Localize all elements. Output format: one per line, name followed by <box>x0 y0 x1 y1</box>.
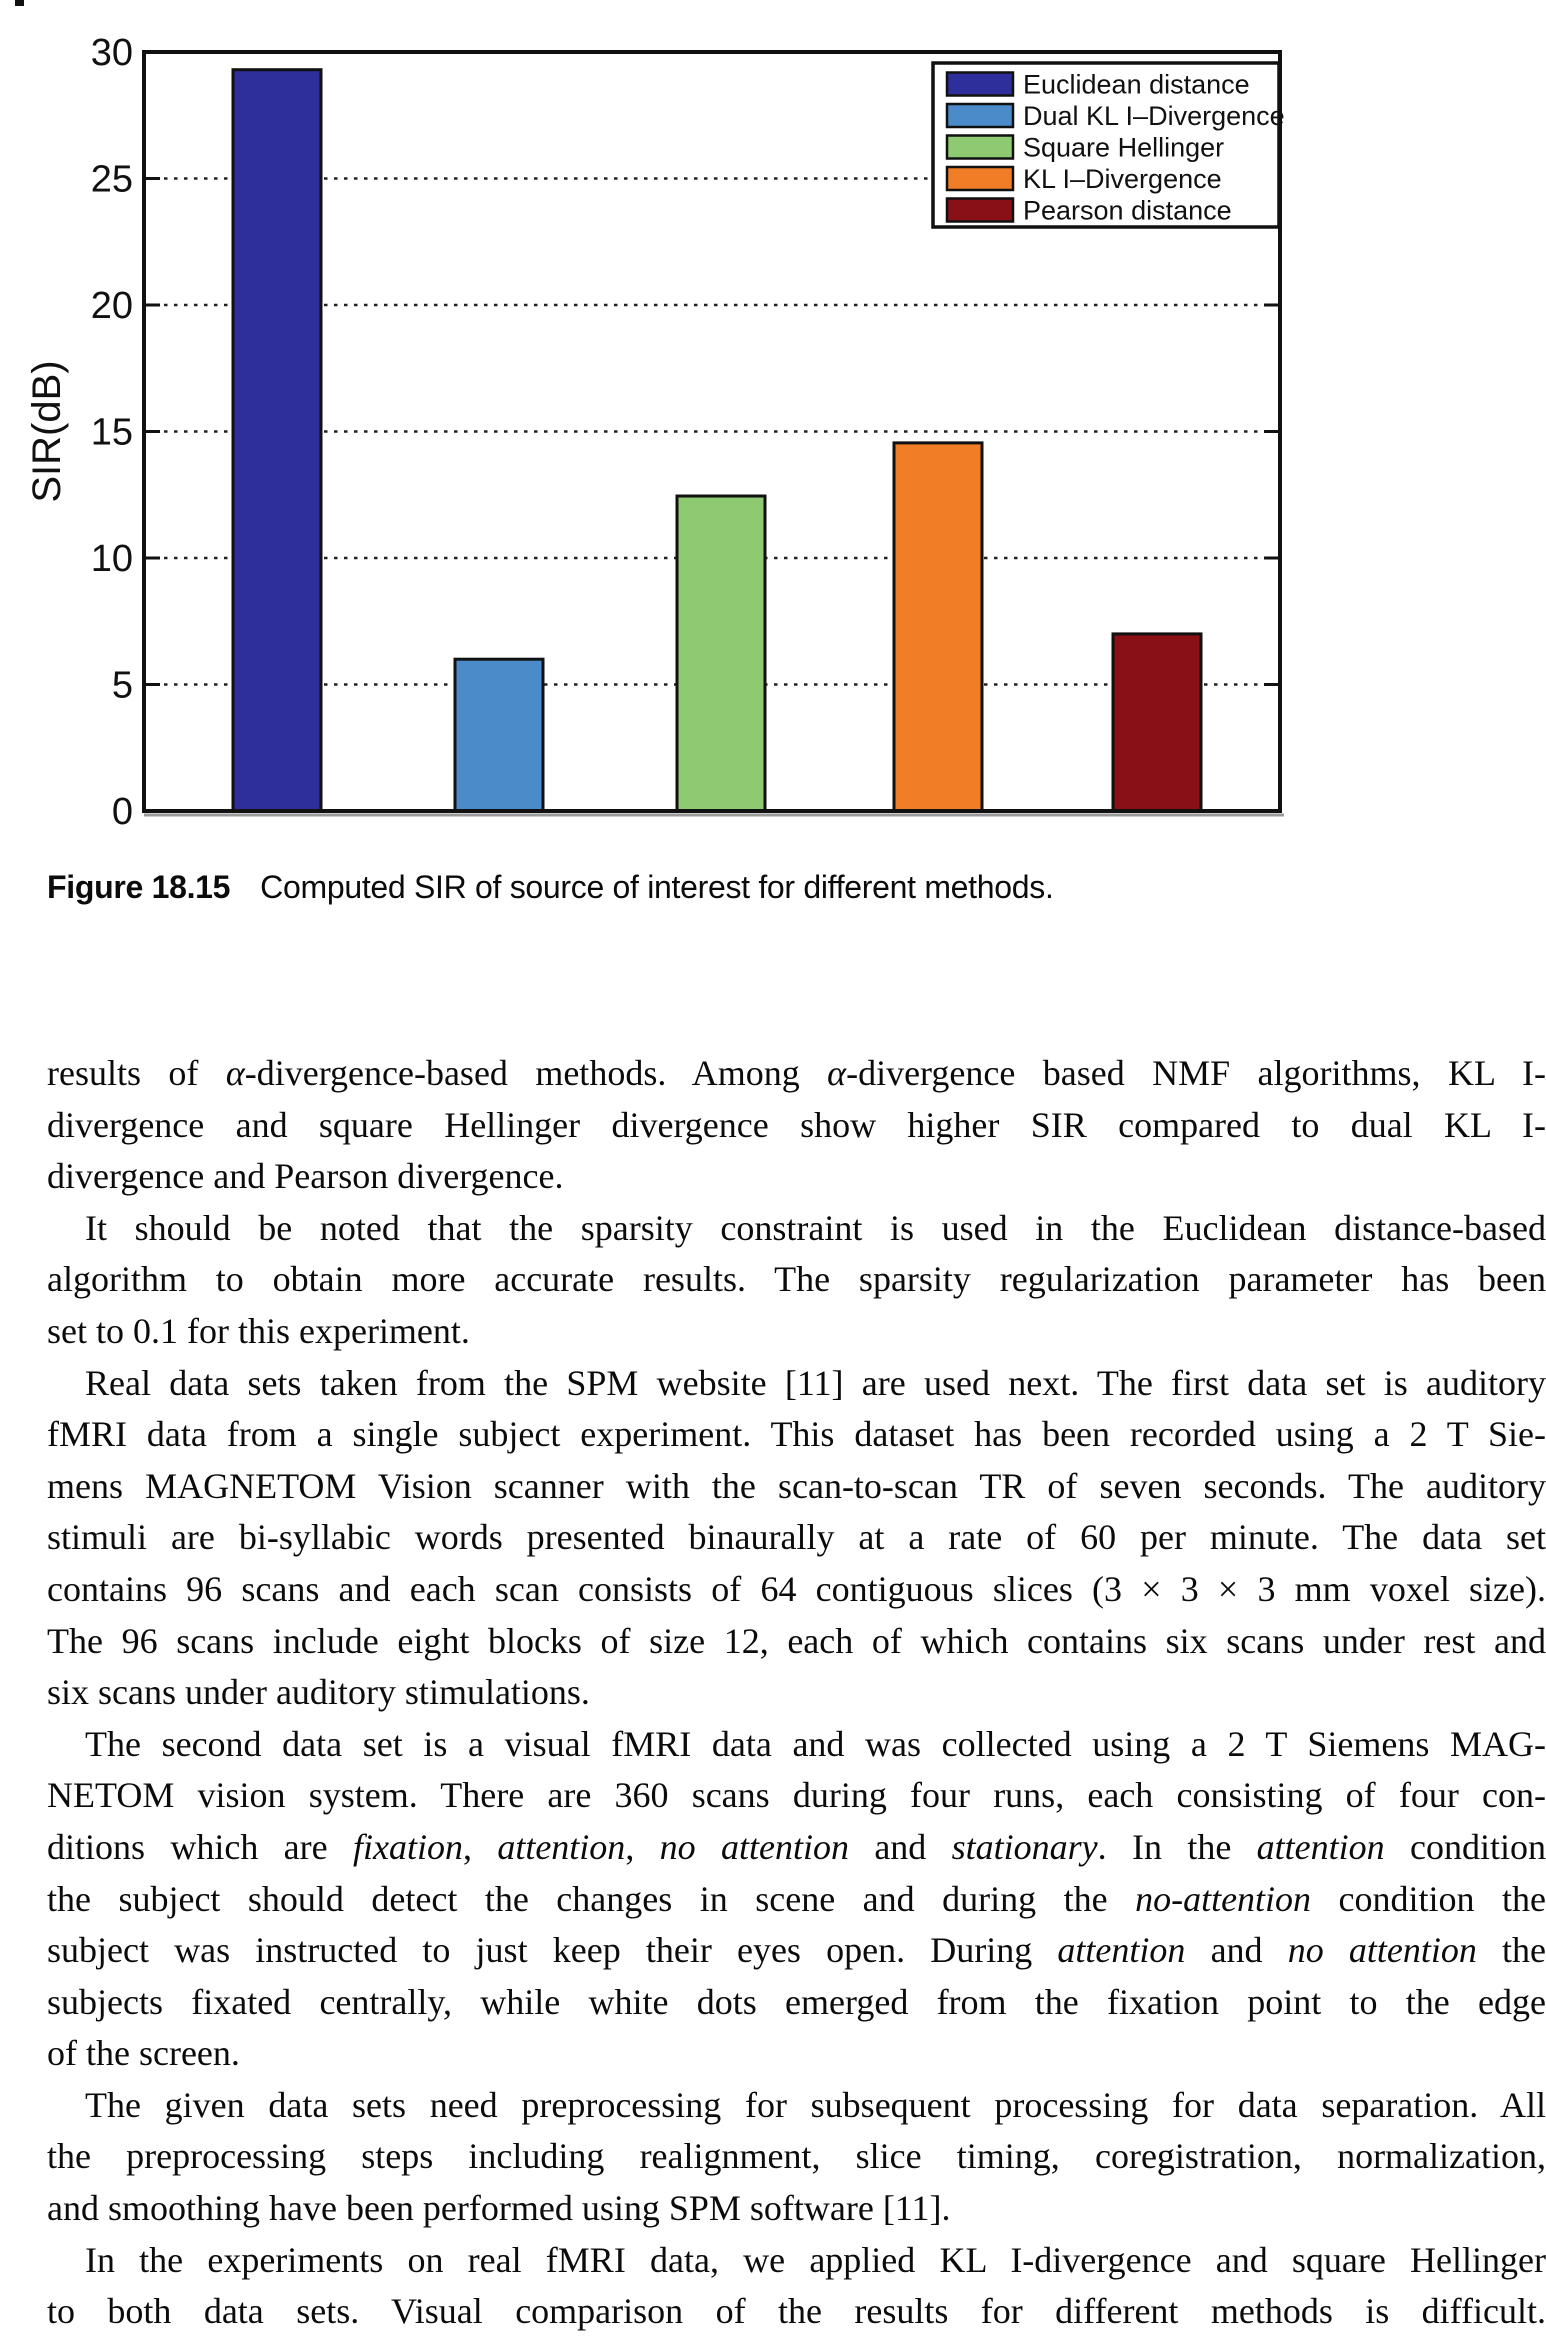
italic-text: attention <box>497 1826 626 1867</box>
body-line <box>47 1616 1546 1668</box>
legend-swatch-dual-kl-i-divergence <box>947 104 1013 127</box>
text-segment: and smoothing have been performed using SPM software [11]. <box>47 2188 951 2229</box>
text-segment: to both data sets. Visual comparison of the results for different methods is difficult. <box>47 2291 1546 2332</box>
body-line <box>47 1100 1546 1152</box>
text-segment: subjects fixated centrally, while white dots emerged from the fixation point to the edge <box>47 1981 1546 2022</box>
legend-item-kl-i-divergence <box>947 164 1222 194</box>
sir-bar-chart <box>0 0 1546 852</box>
axis-shadow <box>144 814 1284 817</box>
italic-text: α <box>225 1053 245 1093</box>
italic-text: no-attention <box>1135 1878 1312 1919</box>
sir-bar-chart-svg <box>0 0 1546 852</box>
text-segment: fMRI data from a single subject experiment. This dataset has been recorded using a 2 T Sie- <box>47 1414 1546 1455</box>
bar-square-hellinger <box>677 496 765 811</box>
legend-label-pearson-distance: Pearson distance <box>1023 195 1232 226</box>
body-line <box>47 1925 1546 1977</box>
legend-item-square-hellinger <box>947 133 1224 163</box>
y-tick-label-5: 5 <box>111 664 133 707</box>
italic-text: attention <box>1057 1930 1186 1971</box>
text-segment: condition the <box>1311 1878 1546 1919</box>
text-segment: and <box>848 1826 952 1867</box>
body-line <box>47 2131 1546 2183</box>
text-segment: of the screen. <box>47 2033 240 2074</box>
figure-caption-text: Computed SIR of source of interest for different methods. <box>260 869 1054 905</box>
body-line <box>47 2028 1546 2080</box>
body-line <box>47 1461 1546 1513</box>
legend-label-dual-kl-i-divergence: Dual KL I–Divergence <box>1023 101 1285 131</box>
body-line <box>47 1822 1546 1874</box>
text-segment: six scans under auditory stimulations. <box>47 1672 590 1713</box>
text-segment: It should be noted that the sparsity constraint is used in the Euclidean distance-based <box>85 1207 1546 1248</box>
body-line <box>47 1719 1546 1771</box>
text-segment: mens MAGNETOM Vision scanner with the scan-to-scan TR of seven seconds. The auditory <box>47 1465 1546 1506</box>
text-segment: . In the <box>1097 1826 1257 1867</box>
italic-text: α <box>827 1053 847 1093</box>
body-line <box>47 1667 1546 1719</box>
text-segment: , <box>462 1826 498 1867</box>
y-tick-label-30: 30 <box>90 32 133 74</box>
text-segment: algorithm to obtain more accurate results. The sparsity regularization parameter has been <box>47 1259 1546 1300</box>
body-line <box>47 1203 1546 1255</box>
bar-pearson-distance <box>1113 634 1201 811</box>
body-line <box>47 1151 1546 1203</box>
body-line <box>47 2080 1546 2132</box>
text-segment: divergence and square Hellinger divergence show higher SIR compared to dual KL I- <box>47 1104 1546 1145</box>
text-segment: set to 0.1 for this experiment. <box>47 1310 470 1351</box>
italic-text: no attention <box>1287 1930 1477 1971</box>
legend-item-pearson-distance <box>947 196 1232 226</box>
y-tick-label-15: 15 <box>90 411 133 454</box>
legend-label-euclidean-distance: Euclidean distance <box>1023 69 1250 100</box>
y-tick-label-20: 20 <box>90 285 133 327</box>
legend-swatch-kl-i-divergence <box>947 167 1013 190</box>
legend-swatch-square-hellinger <box>947 136 1013 159</box>
text-segment: ditions which are <box>47 1826 353 1867</box>
legend-item-euclidean-distance <box>947 70 1250 100</box>
text-segment: the subject should detect the changes in scene and during the <box>47 1878 1136 1919</box>
italic-text: fixation <box>352 1826 463 1867</box>
body-line <box>47 1048 1546 1100</box>
text-segment: The 96 scans include eight blocks of size 12, each of which contains six scans under rest and <box>47 1620 1546 1661</box>
body-line <box>47 2286 1546 2338</box>
bar-euclidean-distance <box>233 70 321 811</box>
text-segment: results of <box>47 1053 226 1093</box>
paragraph-4 <box>47 1719 1546 2080</box>
paragraph-2 <box>47 1203 1546 1358</box>
body-line <box>47 1874 1546 1926</box>
body-line <box>47 2183 1546 2235</box>
body-line <box>47 1409 1546 1461</box>
text-segment: NETOM vision system. There are 360 scans during four runs, each consisting of four con- <box>47 1775 1546 1816</box>
text-segment: stimuli are bi-syllabic words presented binaurally at a rate of 60 per minute. The data set <box>47 1517 1546 1558</box>
text-segment: the preprocessing steps including realignment, slice timing, coregistration, normalization, <box>47 2136 1546 2177</box>
italic-text: no attention <box>659 1826 849 1867</box>
text-segment: divergence and Pearson divergence. <box>47 1156 564 1197</box>
y-tick-label-0: 0 <box>111 791 133 833</box>
body-line <box>47 1254 1546 1306</box>
bar-kl-i-divergence <box>894 443 982 811</box>
text-segment: In the experiments on real fMRI data, we applied KL I-divergence and square Hellinger <box>85 2239 1546 2280</box>
bar-dual-kl-i-divergence <box>455 659 543 811</box>
body-line <box>47 1770 1546 1822</box>
text-segment: the <box>1476 1930 1546 1971</box>
text-segment: condition <box>1384 1826 1546 1867</box>
y-axis-label: SIR(dB) <box>25 360 69 503</box>
legend-swatch-pearson-distance <box>947 199 1013 222</box>
body-line <box>47 1564 1546 1616</box>
text-segment: contains 96 scans and each scan consists of 64 contiguous slices (3 × 3 × 3 mm voxel size). <box>47 1568 1546 1609</box>
paragraph-1 <box>47 1048 1546 1203</box>
y-tick-label-25: 25 <box>90 158 133 201</box>
italic-text: stationary <box>951 1826 1098 1867</box>
paragraph-3 <box>47 1358 1546 1719</box>
text-segment: -divergence-based methods. Among <box>244 1053 828 1093</box>
text-segment: Real data sets taken from the SPM website [11] are used next. The first data set is auditory <box>85 1362 1546 1403</box>
body-text <box>47 1048 1546 2338</box>
body-line <box>47 1512 1546 1564</box>
legend-label-square-hellinger: Square Hellinger <box>1023 132 1225 163</box>
text-segment: , <box>625 1826 660 1867</box>
legend-label-kl-i-divergence: KL I–Divergence <box>1023 164 1222 194</box>
text-segment: subject was instructed to just keep their eyes open. During <box>47 1930 1058 1971</box>
body-line <box>47 2235 1546 2287</box>
legend-swatch-euclidean-distance <box>947 73 1013 96</box>
paragraph-6 <box>47 2235 1546 2338</box>
y-tick-label-10: 10 <box>90 538 133 580</box>
paragraph-5 <box>47 2080 1546 2235</box>
figure-caption-label: Figure 18.15 <box>47 869 231 905</box>
text-segment: The second data set is a visual fMRI data and was collected using a 2 T Siemens MAG- <box>85 1723 1546 1764</box>
body-line <box>47 1358 1546 1410</box>
body-line <box>47 1306 1546 1358</box>
italic-text: attention <box>1256 1826 1385 1867</box>
text-segment: -divergence based NMF algorithms, KL I- <box>846 1053 1546 1093</box>
text-segment: The given data sets need preprocessing for subsequent processing for data separation. All <box>85 2084 1546 2125</box>
figure-caption <box>47 869 1527 906</box>
legend-item-dual-kl-i-divergence <box>947 101 1285 131</box>
body-line <box>47 1977 1546 2029</box>
text-segment: and <box>1185 1930 1288 1971</box>
